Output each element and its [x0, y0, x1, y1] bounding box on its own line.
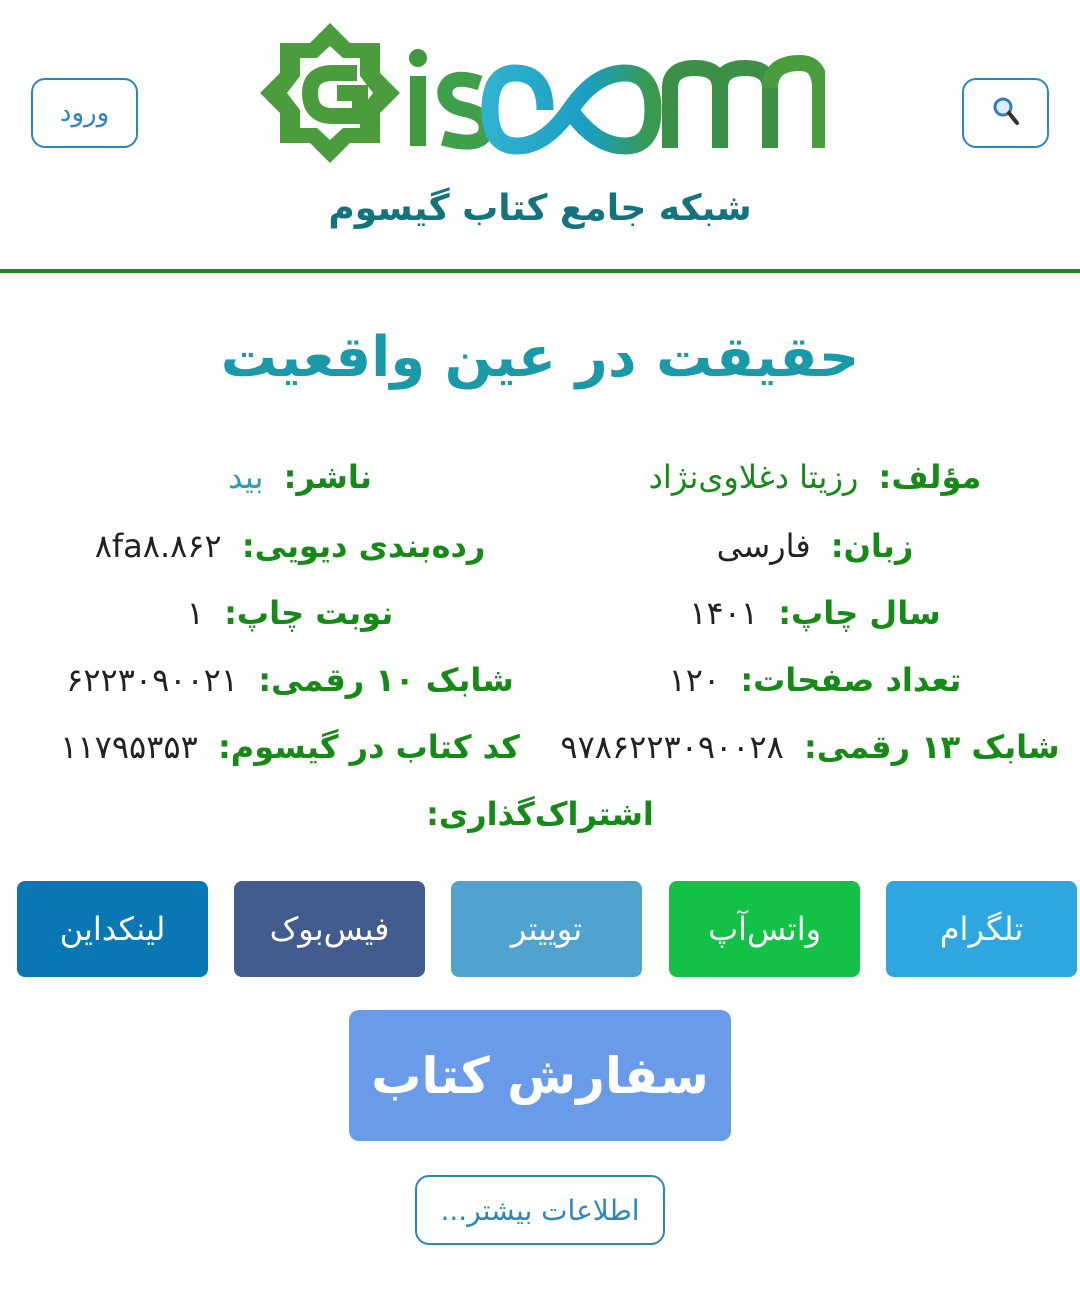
book-title: حقیقت در عین واقعیت [220, 325, 860, 390]
share-whatsapp-button[interactable]: واتس‌آپ [669, 881, 860, 977]
code-label: کد کتاب در گیسوم: [217, 728, 520, 766]
share-telegram-button[interactable]: تلگرام [886, 881, 1077, 977]
share-linkedin-button[interactable]: لینکداین [17, 881, 208, 977]
more-info-button[interactable] [415, 1175, 665, 1245]
more-info-label: اطلاعات بیشتر... [440, 1193, 640, 1227]
dewey-row [40, 527, 540, 565]
pages-row [600, 661, 1030, 699]
search-button[interactable] [962, 78, 1049, 148]
year-label: سال چاپ: [778, 594, 941, 632]
isbn13-label: شابک ۱۳ رقمی: [804, 728, 1060, 766]
share-label: اشتراک‌گذاری: [426, 795, 654, 833]
order-book-button[interactable]: سفارش کتاب [349, 1010, 731, 1141]
gisoom-logo[interactable] [255, 18, 825, 168]
site-tagline: شبکه جامع کتاب گیسوم [328, 188, 752, 229]
edition-row [40, 594, 540, 632]
publisher-row [60, 458, 540, 496]
publisher-label: ناشر: [283, 458, 372, 496]
edition-value: ۱ [186, 594, 204, 632]
author-link[interactable]: رزیتا دغلاوی‌نژاد [648, 458, 859, 496]
author-row [600, 458, 1030, 496]
isbn10-value: ۶۲۲۳۰۹۰۰۲۱ [66, 661, 239, 699]
isbn13-row [560, 728, 1060, 766]
year-row [600, 594, 1030, 632]
share-twitter-button[interactable]: توییتر [451, 881, 642, 977]
publisher-link[interactable]: بید [228, 458, 264, 496]
header-divider [0, 269, 1080, 273]
isbn10-label: شابک ۱۰ رقمی: [258, 661, 514, 699]
language-label: زبان: [830, 527, 914, 565]
edition-label: نوبت چاپ: [224, 594, 394, 632]
search-icon [992, 96, 1020, 130]
login-label: ورود [59, 98, 110, 128]
year-value: ۱۴۰۱ [689, 594, 759, 632]
isbn13-value: ۹۷۸۶۲۲۳۰۹۰۰۲۸ [560, 728, 784, 766]
login-button[interactable] [31, 78, 138, 148]
language-row [600, 527, 1030, 565]
pages-value: ۱۲۰ [668, 661, 721, 699]
language-value: فارسی [716, 527, 811, 565]
share-facebook-button[interactable]: فیس‌بوک [234, 881, 425, 977]
dewey-value: ۸fa۸.۸۶۲ [94, 527, 222, 565]
pages-label: تعداد صفحات: [740, 661, 962, 699]
site-header [0, 0, 1080, 272]
dewey-label: رده‌بندی دیویی: [241, 527, 486, 565]
code-row [30, 728, 550, 766]
author-label: مؤلف: [878, 458, 982, 496]
code-value: ۱۱۷۹۵۳۵۳ [60, 728, 198, 766]
isbn10-row [40, 661, 540, 699]
